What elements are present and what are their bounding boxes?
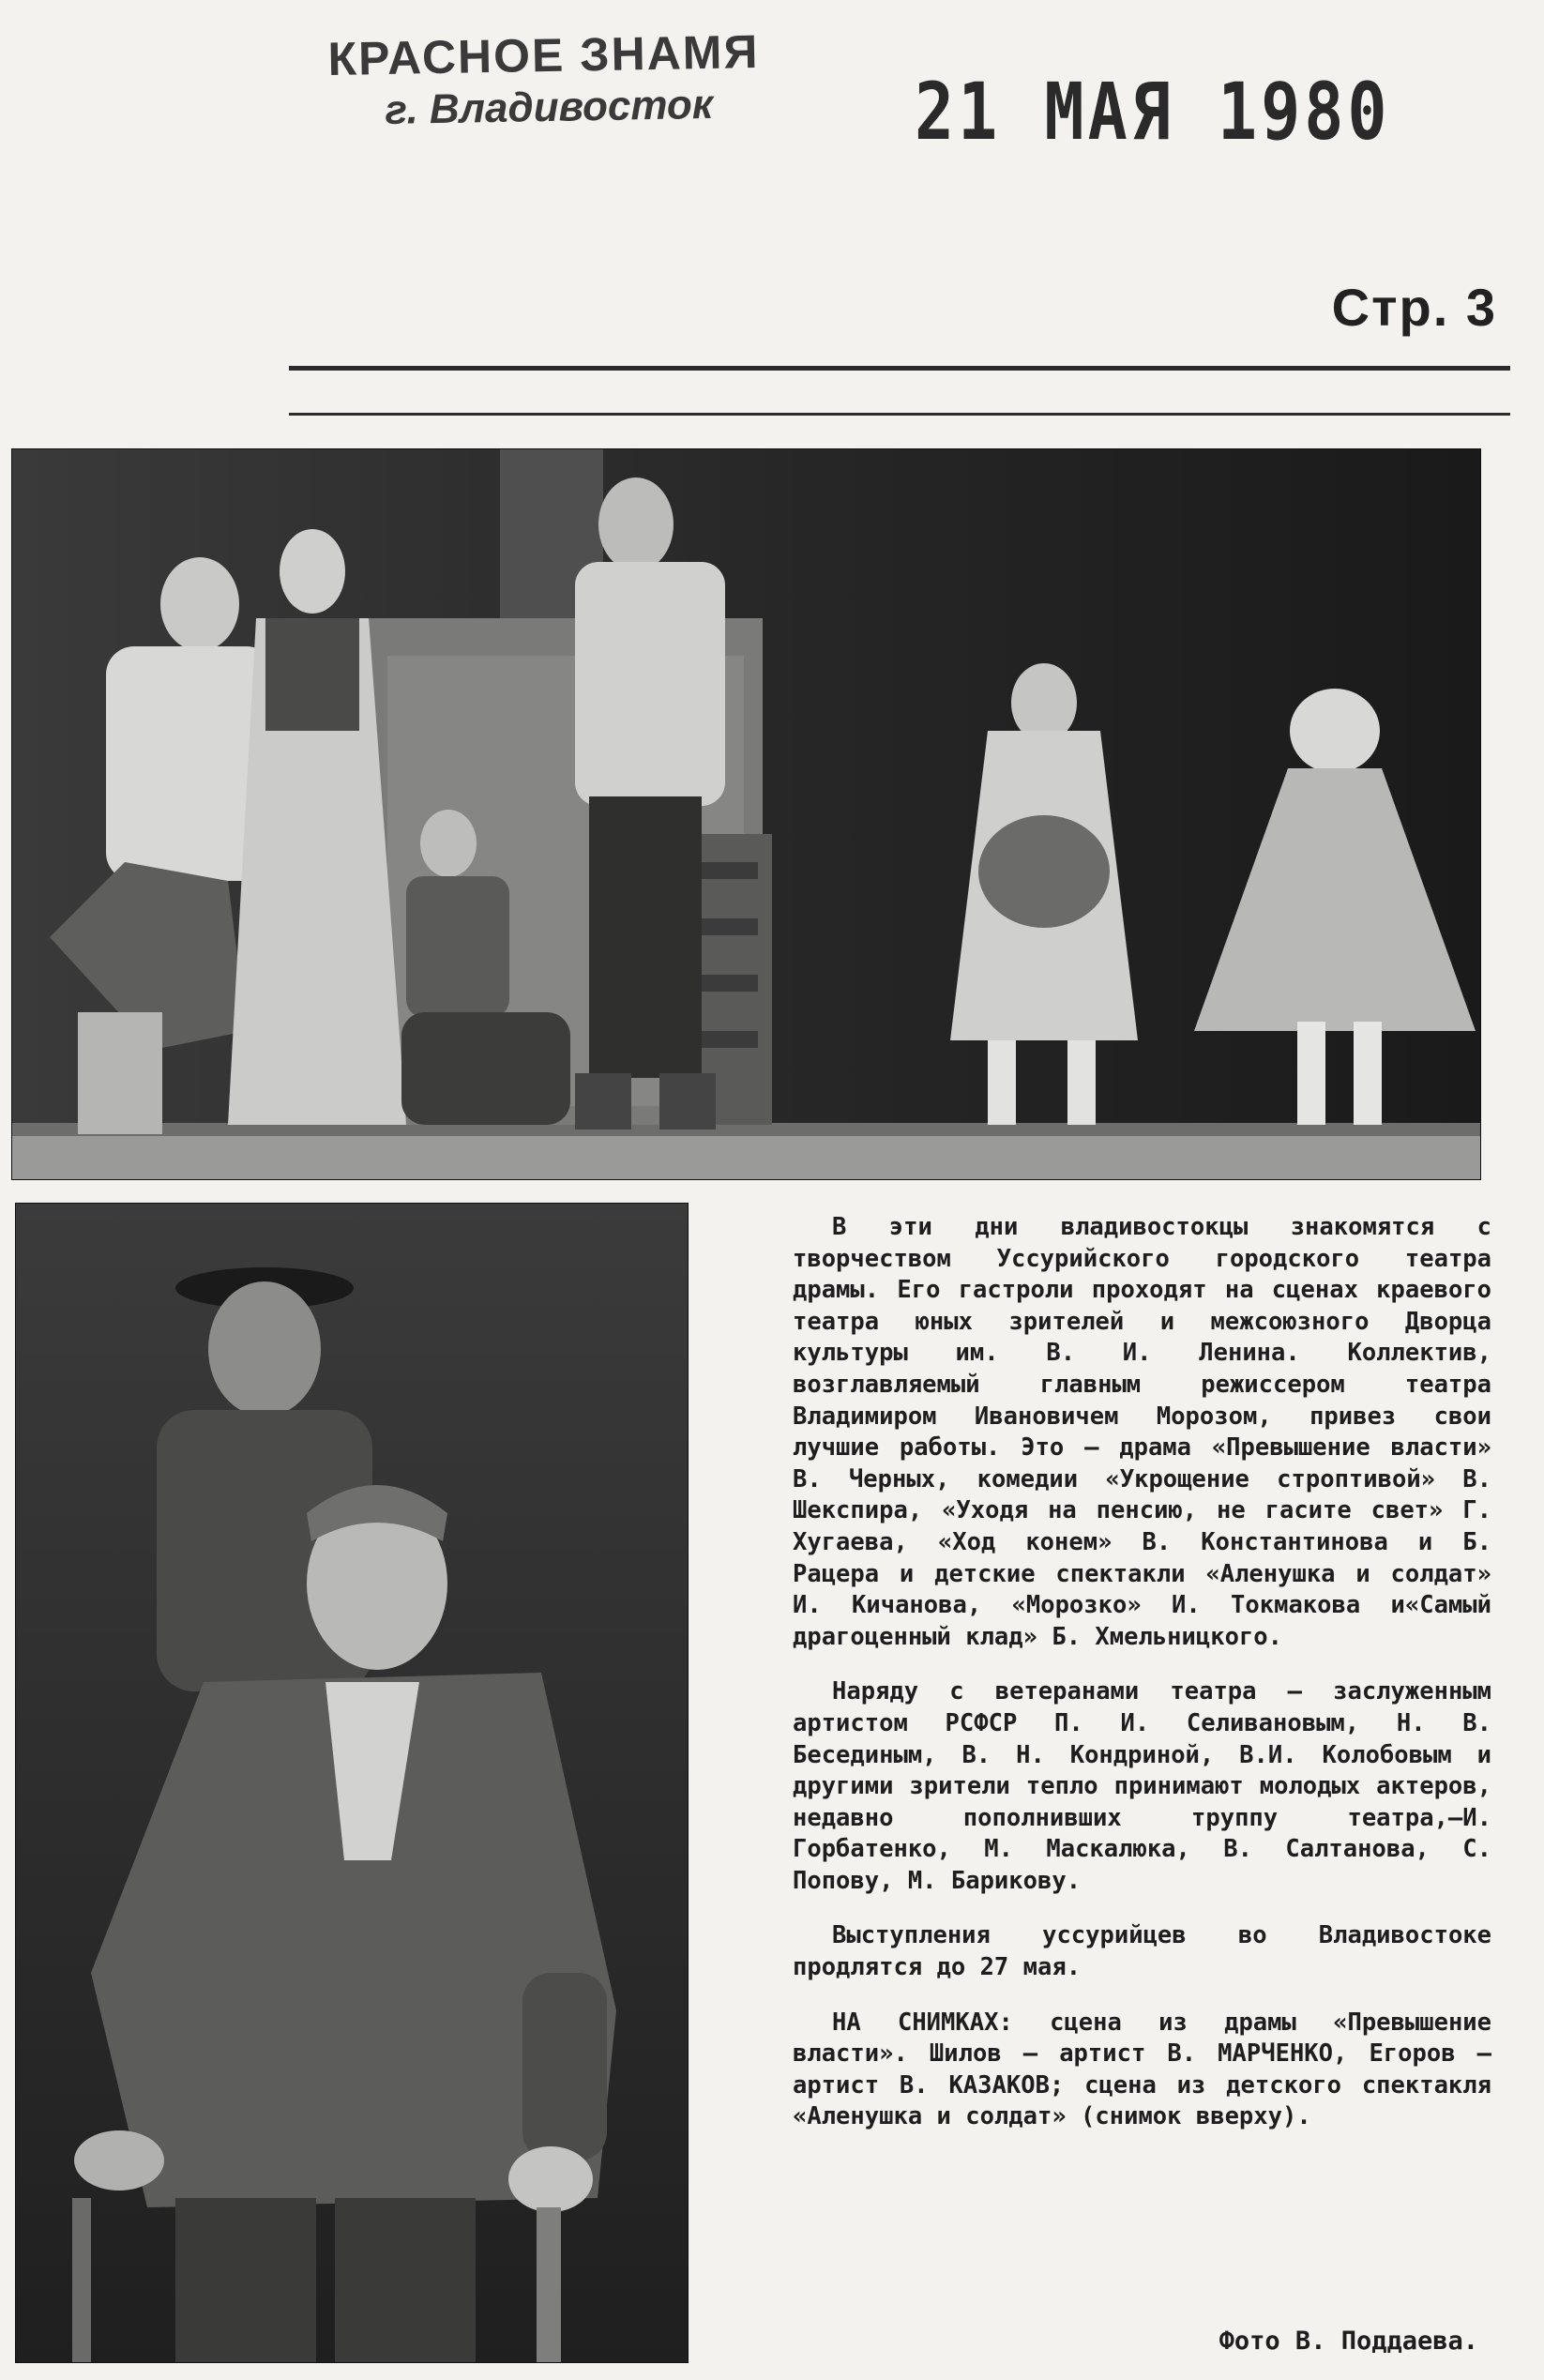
header-rule-thick (289, 366, 1510, 371)
two-actors-photo (15, 1203, 689, 2363)
two-actors-photo-icon (16, 1204, 688, 2362)
theatre-scene-photo-icon (12, 449, 1480, 1179)
photo-credit: Фото В. Поддаева. (1219, 2327, 1478, 2356)
article-paragraph: В эти дни владивостокцы знакомятся с творчеством Уссурийского городского театра драмы. Его гастроли проходят на сценах краевого театра юных зрителей и межсоюзного Дворца культуры им. В. И. Ленина. Коллектив, возглавляемый главным режиссером театра Владимиром Ивановичем Морозом, привез свои лучшие работы. Это — драма «Превышение власти» В. Черных, комедии «Укрощение строптивой» В. Шекспира, «Уходя на пенсию, не гасите свет» Г. Хугаева, «Ход конем» В. Константинова и Б. Рацера и детские спектакли «Аленушка и солдат» И. Кичанова, «Морозко» И. Токмакова и«Самый драгоценный клад» Б. Хмельницкого. (793, 1213, 1491, 1651)
article-body (793, 1212, 1491, 2157)
newspaper-name: КРАСНОЕ ЗНАМЯ (327, 24, 760, 86)
theatre-scene-photo (11, 448, 1481, 1180)
article-paragraph: Выступления уссурийцев во Владивостоке продлятся до 27 мая. (793, 1921, 1491, 1982)
date-stamp: 21 МАЯ 1980 (915, 65, 1391, 159)
page-number: Стр. 3 (1331, 278, 1497, 337)
newspaper-city: г. Владивосток (385, 81, 714, 133)
newspaper-clipping-stamp (327, 24, 761, 135)
article-paragraph: Наряду с ветеранами театра — заслуженным артистом РСФСР П. И. Селивановым, Н. В. Бесединым, В. Н. Кондриной, В.И. Колобовым и другими зрители тепло принимают молодых актеров, недавно пополнивших труппу театра,—И. Горбатенко, М. Маскалюка, В. Салтанова, С. Попову, М. Барикову. (793, 1677, 1491, 1895)
header-rule-thin (289, 413, 1510, 416)
photo-caption: НА СНИМКАХ: сцена из драмы «Превышение власти». Шилов — артист В. МАРЧЕНКО, Егоров — артист В. КАЗАКОВ; сцена из детского спектакля «Аленушка и солдат» (снимок вверху). (793, 2008, 1491, 2131)
